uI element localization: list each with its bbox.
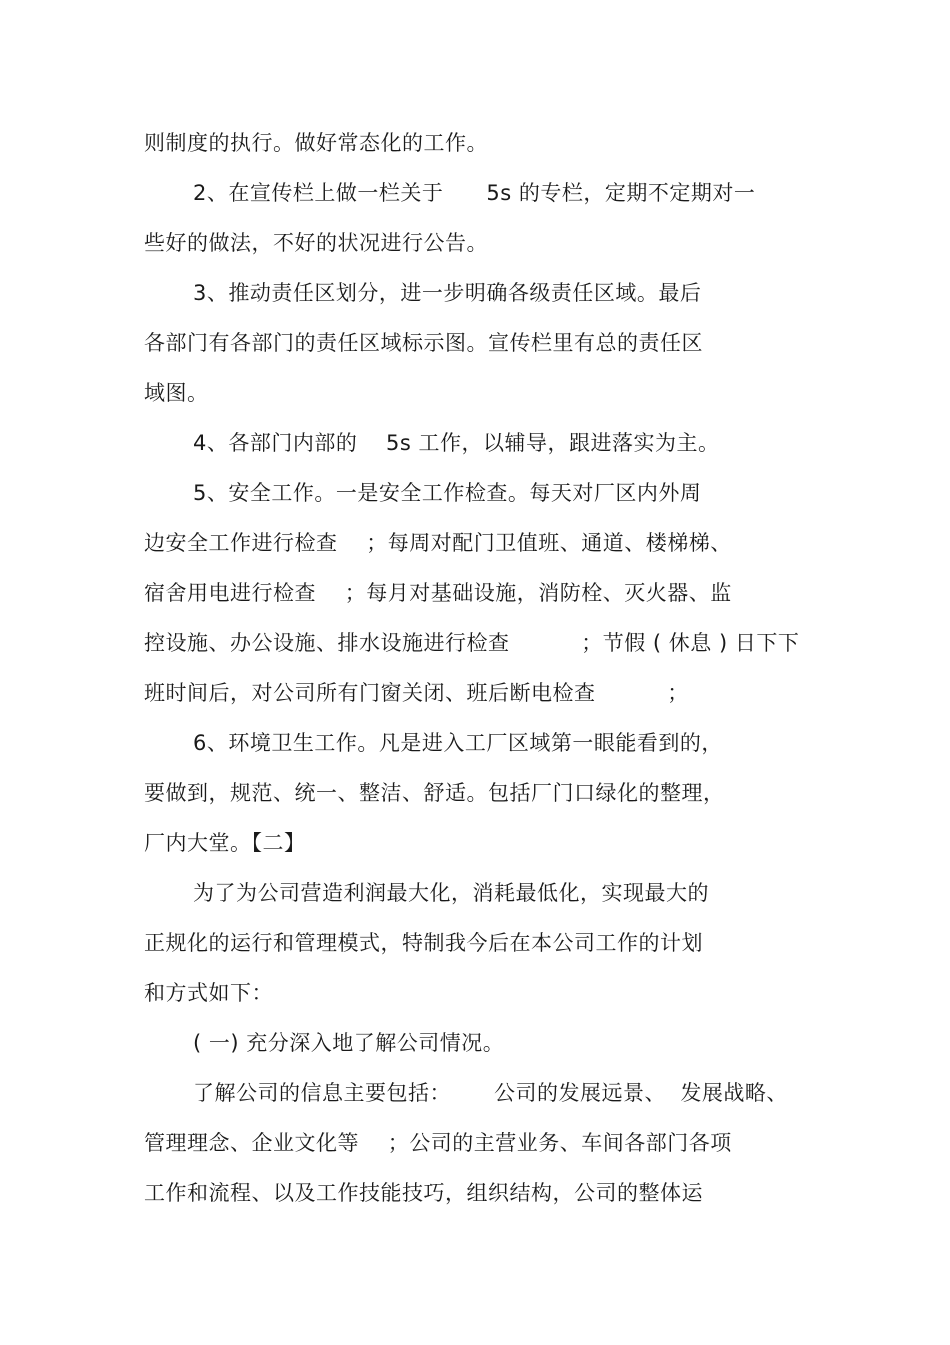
- text-line: 3、推动责任区划分，进一步明确各级责任区域。最后: [193, 281, 702, 305]
- text-line: 控设施、办公设施、排水设施进行检查 ；节假 ( 休息 ) 日下下: [144, 631, 800, 655]
- text-line: 要做到，规范、统一、整洁、舒适。包括厂门口绿化的整理，: [144, 781, 725, 805]
- text-line: 4、各部门内部的 5s 工作，以辅导，跟进落实为主。: [193, 431, 720, 455]
- text-line: 些好的做法，不好的状况进行公告。: [144, 231, 488, 255]
- text-line: 了解公司的信息主要包括： 公司的发展远景、 发展战略、: [193, 1081, 788, 1105]
- text-line: 域图。: [144, 381, 209, 405]
- text-line: 和方式如下：: [144, 981, 273, 1005]
- text-line: 5、安全工作。一是安全工作检查。每天对厂区内外周: [193, 481, 702, 505]
- text-line: 正规化的运行和管理模式，特制我今后在本公司工作的计划: [144, 931, 703, 955]
- text-line: 则制度的执行。做好常态化的工作。: [144, 131, 488, 155]
- text-line: 班时间后，对公司所有门窗关闭、班后断电检查 ；: [144, 681, 689, 705]
- text-line: 为了为公司营造利润最大化，消耗最低化，实现最大的: [193, 881, 709, 905]
- text-line: 各部门有各部门的责任区域标示图。宣传栏里有总的责任区: [144, 331, 703, 355]
- text-line: 厂内大堂。【二】: [144, 831, 306, 855]
- text-line: ( 一) 充分深入地了解公司情况。: [193, 1031, 505, 1055]
- text-line: 边安全工作进行检查 ；每周对配门卫值班、通道、楼梯梯、: [144, 531, 732, 555]
- text-line: 6、环境卫生工作。凡是进入工厂区域第一眼能看到的，: [193, 731, 723, 755]
- text-line: 2、在宣传栏上做一栏关于 5s 的专栏，定期不定期对一: [193, 181, 756, 205]
- text-line: 管理理念、企业文化等 ；公司的主营业务、车间各部门各项: [144, 1131, 732, 1155]
- text-line: 工作和流程、以及工作技能技巧，组织结构，公司的整体运: [144, 1181, 703, 1205]
- text-line: 宿舍用电进行检查 ；每月对基础设施，消防栓、灭火器、监: [144, 581, 732, 605]
